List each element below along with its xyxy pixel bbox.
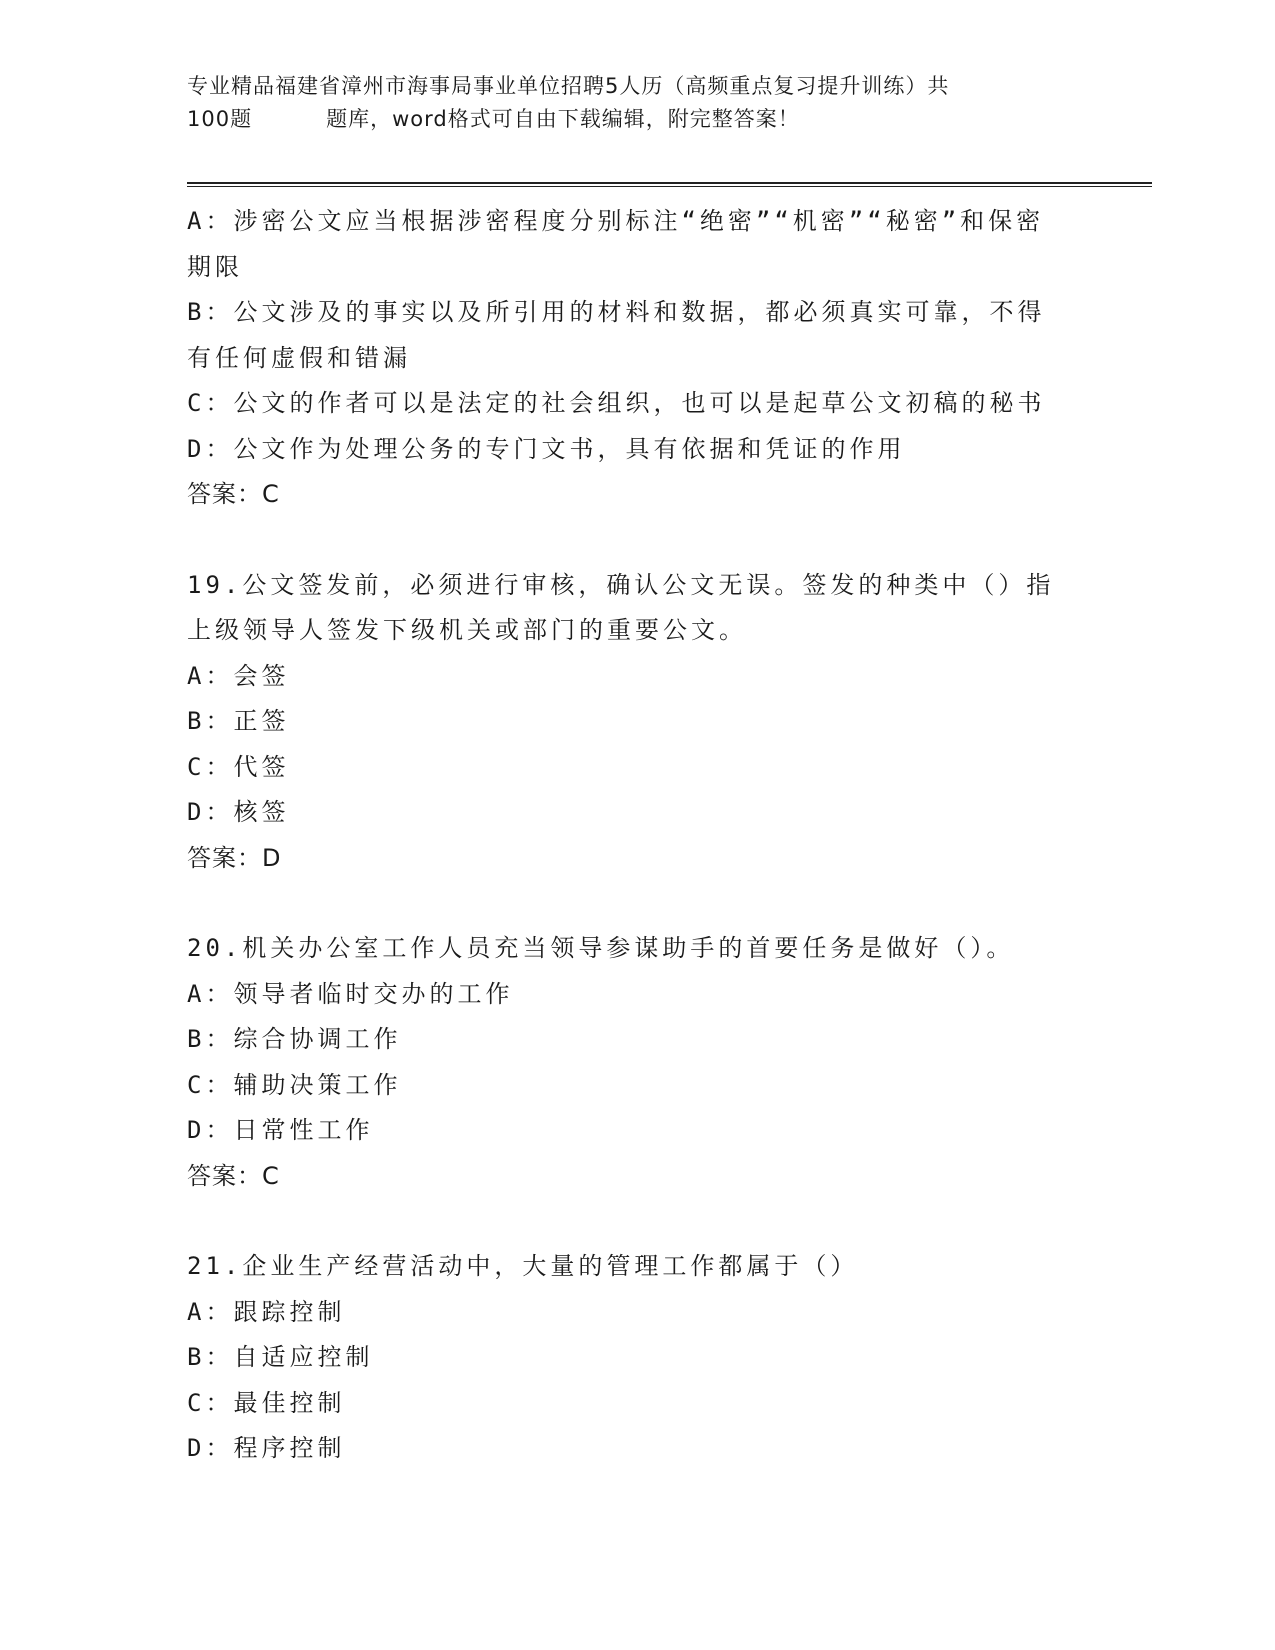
option-d: D：核签	[187, 798, 290, 826]
option-a: A：会签	[187, 661, 290, 690]
page-header	[187, 70, 1152, 140]
option-a: A：跟踪控制	[187, 1297, 346, 1326]
header-rule-thick	[187, 182, 1152, 184]
option-a: A：领导者临时交办的工作	[187, 979, 514, 1008]
option-b: B：公文涉及的事实以及所引用的材料和数据，都必须真实可靠，不得有任何虚假和错漏	[187, 298, 1046, 372]
header-line-1: 专业精品福建省漳州市海事局事业单位招聘5人历（高频重点复习提升训练）共	[187, 74, 950, 98]
option-b: B：综合协调工作	[187, 1025, 402, 1053]
header-description: 题库，word格式可自由下载编辑，附完整答案！	[326, 107, 800, 131]
document-page	[187, 70, 1152, 1472]
option-d: D：程序控制	[187, 1434, 346, 1462]
question-block-21	[187, 1244, 1067, 1472]
question-stem: 20.机关办公室工作人员充当领导参谋助手的首要任务是做好（）。	[187, 934, 1015, 962]
answer-line: 答案：C	[187, 1161, 280, 1190]
question-block-18	[187, 199, 1067, 518]
option-b: B：自适应控制	[187, 1343, 374, 1371]
header-question-count: 100题	[187, 107, 253, 131]
question-stem: 21.企业生产经营活动中，大量的管理工作都属于（）	[187, 1252, 859, 1280]
option-c: C：公文的作者可以是法定的社会组织，也可以是起草公文初稿的秘书	[187, 389, 1046, 417]
header-line-2	[187, 103, 1152, 136]
question-block-19	[187, 563, 1067, 882]
answer-line: 答案：D	[187, 843, 282, 872]
option-b: B：正签	[187, 707, 290, 735]
option-d: D：公文作为处理公务的专门文书，具有依据和凭证的作用	[187, 434, 906, 463]
option-d: D：日常性工作	[187, 1116, 374, 1144]
question-stem: 19.公文签发前，必须进行审核，确认公文无误。签发的种类中（）指上级领导人签发下级机关或部门的重要公文。	[187, 570, 1055, 644]
question-list	[187, 199, 1067, 1472]
answer-line: 答案：C	[187, 480, 280, 508]
option-c: C：最佳控制	[187, 1388, 346, 1417]
option-c: C：辅助决策工作	[187, 1070, 402, 1099]
question-block-20	[187, 926, 1067, 1199]
option-a: A：涉密公文应当根据涉密程度分别标注“绝密”“机密”“秘密”和保密期限	[187, 207, 1045, 281]
header-rule-thin	[187, 186, 1152, 187]
option-c: C：代签	[187, 752, 290, 781]
